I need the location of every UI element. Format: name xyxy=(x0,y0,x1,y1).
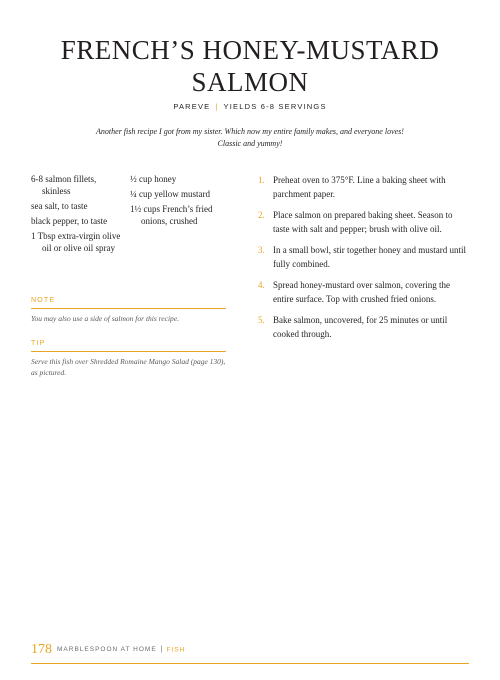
page-number: 178 xyxy=(31,641,52,657)
recipe-title-line-2: SALMON xyxy=(191,67,309,97)
direction-step xyxy=(258,314,468,341)
ingredient-item: 1 Tbsp extra-virgin olive oil or olive oil spray xyxy=(31,231,121,253)
step-number: 2. xyxy=(258,210,265,220)
recipe-intro: Another fish recipe I got from my sister. Which now my entire family makes, and everyone loves! Classic and yummy! xyxy=(96,127,404,148)
ingredient-item: ½ cup honey xyxy=(130,174,177,184)
ingredient-item: ¼ cup yellow mustard xyxy=(130,189,210,199)
step-number: 4. xyxy=(258,280,265,290)
step-number: 5. xyxy=(258,315,265,325)
recipe-title xyxy=(30,34,470,98)
footer-rule xyxy=(31,663,469,664)
recipe-meta xyxy=(0,102,500,111)
note-text: You may also use a side of salmon for this recipe. xyxy=(31,314,179,323)
step-number: 1. xyxy=(258,175,265,185)
ingredient-item: black pepper, to taste xyxy=(31,216,108,226)
step-text: Preheat oven to 375°F. Line a baking sheet with parchment paper. xyxy=(273,175,446,199)
book-title: MARBLESPOON AT HOME xyxy=(57,646,157,654)
step-text: Bake salmon, uncovered, for 25 minutes or until cooked through. xyxy=(273,315,448,339)
note-label: NOTE xyxy=(31,297,56,304)
section-name: FISH xyxy=(166,646,186,654)
tip-rule xyxy=(31,351,226,352)
recipe-category: PAREVE xyxy=(173,102,211,111)
direction-step xyxy=(258,279,468,306)
ingredients-column-1 xyxy=(31,173,123,257)
page-footer xyxy=(31,641,185,661)
step-text: In a small bowl, stir together honey and mustard until fully combined. xyxy=(273,245,466,269)
ingredient-item: 1½ cups French’s fried onions, crushed xyxy=(130,204,213,226)
ingredients-column-2 xyxy=(130,173,220,230)
note-rule xyxy=(31,308,226,309)
recipe-yield: YIELDS 6-8 SERVINGS xyxy=(223,102,327,111)
directions-list xyxy=(258,174,468,349)
direction-step xyxy=(258,174,468,201)
recipe-title-line-1: FRENCH’S HONEY-MUSTARD xyxy=(60,35,440,65)
step-text: Place salmon on prepared baking sheet. Season to taste with salt and pepper; brush with olive oil. xyxy=(273,210,453,234)
step-number: 3. xyxy=(258,245,265,255)
ingredient-item: 6-8 salmon fillets, skinless xyxy=(31,174,97,196)
step-text: Spread honey-mustard over salmon, covering the entire surface. Top with crushed fried onions. xyxy=(273,280,450,304)
direction-step xyxy=(258,244,468,271)
meta-separator: | xyxy=(215,102,219,111)
direction-step xyxy=(258,209,468,236)
footer-separator: | xyxy=(160,646,163,654)
tip-label: TIP xyxy=(31,340,46,347)
ingredient-item: sea salt, to taste xyxy=(31,201,88,211)
tip-text: Serve this fish over Shredded Romaine Mango Salad (page 130), as pictured. xyxy=(31,357,226,377)
